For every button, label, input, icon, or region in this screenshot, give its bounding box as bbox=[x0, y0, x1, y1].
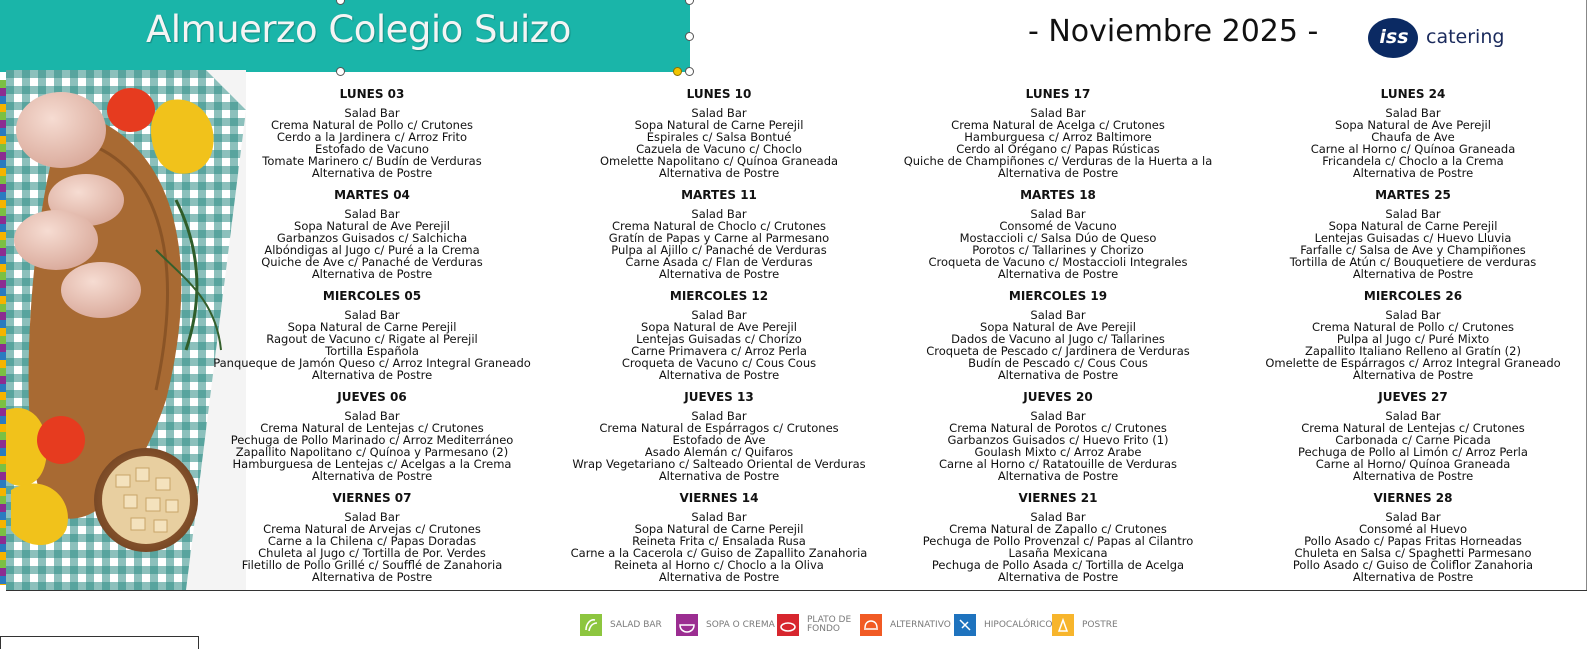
day-block bbox=[898, 188, 1218, 289]
menu-item: Sopa Natural de Carne Perejil bbox=[634, 117, 804, 132]
day-block bbox=[212, 188, 532, 289]
day-block bbox=[1253, 491, 1573, 592]
menu-item: Croqueta de Vacuno c/ Cous Cous bbox=[621, 355, 817, 370]
menu-item: Pechuga de Pollo Provenzal c/ Papas al Cilantro bbox=[922, 533, 1194, 548]
menu-item: Salad Bar bbox=[1385, 106, 1441, 120]
menu-item: Pollo Asado c/ Guiso de Coliflor Zanahoria bbox=[1292, 557, 1534, 572]
food-image bbox=[6, 70, 246, 590]
day-block bbox=[212, 289, 532, 390]
menu-item: Salad Bar bbox=[1030, 308, 1086, 322]
menu-item: Crema Natural de Lentejas c/ Crutones bbox=[1301, 420, 1525, 435]
menu-item: Alternativa de Postre bbox=[1352, 569, 1474, 584]
day-block bbox=[1253, 188, 1573, 289]
day-block bbox=[1253, 87, 1573, 188]
legend-main-dish bbox=[777, 612, 851, 638]
day-block bbox=[559, 491, 879, 592]
legend-label: SALAD BAR bbox=[610, 619, 662, 630]
menu-item: Garbanzos Guisados c/ Salchicha bbox=[276, 230, 468, 245]
scale-icon bbox=[954, 614, 976, 636]
menu-item: Goulash Mixto c/ Arroz Arabe bbox=[974, 444, 1142, 459]
menu-item: Zapallito Napolitano c/ Quínoa y Parmesano (2) bbox=[235, 444, 509, 459]
menu-item: Chuleta en Salsa c/ Spaghetti Parmesano bbox=[1294, 545, 1532, 560]
day-heading: LUNES 17 bbox=[1025, 87, 1091, 101]
menu-item: Wrap Vegetariano c/ Salteado Oriental de Verduras bbox=[572, 456, 866, 471]
menu-item: Crema Natural de Choclo c/ Crutones bbox=[612, 218, 826, 233]
menu-item: Salad Bar bbox=[1030, 106, 1086, 120]
menu-item: Lentejas Guisadas c/ Huevo Lluvia bbox=[1314, 230, 1512, 245]
menu-item: Cerdo a la Jardinera c/ Arroz Frito bbox=[276, 129, 468, 144]
menu-item: Croqueta de Vacuno c/ Mostaccioli Integrales bbox=[928, 254, 1188, 269]
sheet-tab-edge bbox=[0, 636, 199, 649]
menu-item: Carne al Horno c/ Ratatouille de Verduras bbox=[938, 456, 1177, 471]
day-block bbox=[1253, 289, 1573, 390]
main-dish-icon bbox=[777, 614, 799, 636]
menu-item: Alternativa de Postre bbox=[658, 266, 780, 281]
menu-item: Asado Alemán c/ Quifaros bbox=[644, 444, 794, 459]
menu-item: Salad Bar bbox=[691, 308, 747, 322]
menu-item: Chuleta al Jugo c/ Tortilla de Por. Verdes bbox=[258, 545, 486, 560]
menu-item: Quiche de Champiñones c/ Verduras de la Huerta a la bbox=[903, 153, 1213, 168]
menu-item: Porotos c/ Tallarines y Chorizo bbox=[972, 242, 1144, 257]
day-heading: VIERNES 14 bbox=[679, 491, 759, 505]
menu-item: Croqueta de Pescado c/ Jardinera de Verduras bbox=[926, 343, 1190, 358]
menu-item: Carbonada c/ Carne Picada bbox=[1335, 432, 1491, 447]
menu-item: Alternativa de Postre bbox=[1352, 367, 1474, 382]
menu-item: Consomé al Huevo bbox=[1358, 521, 1468, 536]
menu-item: Carne al Horno/ Quínoa Graneada bbox=[1315, 456, 1511, 471]
menu-item: Cerdo al Orégano c/ Papas Rústicas bbox=[956, 141, 1160, 156]
menu-item: Alternativa de Postre bbox=[311, 468, 433, 483]
menu-item: Hamburguesa c/ Arroz Baltimore bbox=[964, 129, 1152, 144]
menu-item: Gratín de Papas y Carne al Parmesano bbox=[608, 230, 830, 245]
day-block bbox=[559, 390, 879, 491]
menu-item: Pulpa al Jugo c/ Puré Mixto bbox=[1336, 331, 1490, 346]
day-heading: VIERNES 07 bbox=[332, 491, 412, 505]
menu-item: Sopa Natural de Carne Perejil bbox=[1328, 218, 1498, 233]
menu-item: Salad Bar bbox=[691, 207, 747, 221]
menu-item: Quiche de Ave c/ Panaché de Verduras bbox=[261, 254, 483, 269]
menu-item: Salad Bar bbox=[1385, 308, 1441, 322]
menu-item: Sopa Natural de Ave Perejil bbox=[980, 319, 1136, 334]
legend-label: ALTERNATIVO bbox=[890, 619, 951, 630]
legend-label: HIPOCALÓRICO bbox=[984, 619, 1053, 630]
day-heading: MIERCOLES 05 bbox=[322, 289, 422, 303]
menu-item: Salad Bar bbox=[1385, 510, 1441, 524]
day-block bbox=[559, 188, 879, 289]
day-heading: VIERNES 28 bbox=[1373, 491, 1453, 505]
menu-item: Crema Natural de Acelga c/ Crutones bbox=[951, 117, 1165, 132]
menu-item: Consomé de Vacuno bbox=[999, 218, 1117, 233]
menu-item: Salad Bar bbox=[691, 106, 747, 120]
menu-item: Salad Bar bbox=[1385, 409, 1441, 423]
menu-item: Pechuga de Pollo Asada c/ Tortilla de Acelga bbox=[931, 557, 1185, 572]
menu-item: Alternativa de Postre bbox=[1352, 468, 1474, 483]
menu-item: Alternativa de Postre bbox=[997, 569, 1119, 584]
day-heading: LUNES 03 bbox=[339, 87, 405, 101]
menu-item: Sopa Natural de Ave Perejil bbox=[1335, 117, 1491, 132]
resize-handle[interactable] bbox=[685, 0, 694, 5]
month-heading: - Noviembre 2025 - bbox=[1028, 14, 1319, 49]
menu-item: Crema Natural de Porotos c/ Crutones bbox=[949, 420, 1167, 435]
menu-item: Estofado de Vacuno bbox=[315, 141, 429, 156]
legend-salad-bar bbox=[580, 612, 662, 638]
menu-item: Filetillo de Pollo Grillé c/ Soufflé de Zanahoria bbox=[241, 557, 503, 572]
day-heading: JUEVES 06 bbox=[337, 390, 407, 404]
menu-item: Salad Bar bbox=[1030, 510, 1086, 524]
menu-item: Alternativa de Postre bbox=[311, 367, 433, 382]
menu-item: Carne a la Chilena c/ Papas Doradas bbox=[267, 533, 477, 548]
day-heading: JUEVES 27 bbox=[1378, 390, 1448, 404]
menu-item: Salad Bar bbox=[344, 106, 400, 120]
day-heading: MARTES 25 bbox=[1375, 188, 1451, 202]
menu-item: Albóndigas al Jugo c/ Puré a la Crema bbox=[264, 242, 480, 257]
menu-item: Estofado de Ave bbox=[672, 432, 766, 447]
legend-label: PLATO DE FONDO bbox=[807, 615, 852, 634]
menu-item: Sopa Natural de Carne Perejil bbox=[634, 521, 804, 536]
menu-item: Budín de Pescado c/ Cous Cous bbox=[968, 355, 1148, 370]
menu-item: Alternativa de Postre bbox=[997, 367, 1119, 382]
menu-item: Crema Natural de Arvejas c/ Crutones bbox=[263, 521, 481, 536]
day-heading: MIERCOLES 12 bbox=[669, 289, 769, 303]
menu-item: Salad Bar bbox=[344, 409, 400, 423]
dessert-icon bbox=[1052, 614, 1074, 636]
menu-item: Salad Bar bbox=[344, 510, 400, 524]
title-banner[interactable] bbox=[0, 0, 690, 72]
soup-icon bbox=[676, 614, 698, 636]
menu-item: Salad Bar bbox=[691, 409, 747, 423]
salad-icon bbox=[580, 614, 602, 636]
logo-iss-text: iss bbox=[1379, 26, 1409, 48]
menu-item: Ragout de Vacuno c/ Rigate al Perejil bbox=[266, 331, 478, 346]
menu-item: Mostaccioli c/ Salsa Dúo de Queso bbox=[959, 230, 1157, 245]
legend-alternative bbox=[860, 612, 951, 638]
menu-item: Salad Bar bbox=[1030, 409, 1086, 423]
day-heading: MIERCOLES 26 bbox=[1363, 289, 1463, 303]
resize-handle[interactable] bbox=[685, 32, 694, 41]
menu-item: Espirales c/ Salsa Bontué bbox=[646, 129, 792, 144]
menu-item: Alternativa de Postre bbox=[658, 468, 780, 483]
day-block bbox=[212, 390, 532, 491]
menu-item: Tomate Marinero c/ Budín de Verduras bbox=[262, 153, 482, 168]
menu-item: Dados de Vacuno al Jugo c/ Tallarines bbox=[951, 331, 1165, 346]
resize-handle[interactable] bbox=[336, 67, 345, 76]
menu-item: Panqueque de Jamón Queso c/ Arroz Integral Graneado bbox=[213, 355, 531, 370]
menu-item: Garbanzos Guisados c/ Huevo Frito (1) bbox=[947, 432, 1169, 447]
legend-soup bbox=[676, 612, 775, 638]
menu-item: Reineta Frita c/ Ensalada Rusa bbox=[632, 533, 806, 548]
legend-label: SOPA O CREMA bbox=[706, 619, 775, 630]
menu-item: Carne a la Cacerola c/ Guiso de Zapallito Zanahoria bbox=[570, 545, 868, 560]
day-heading: MARTES 11 bbox=[681, 188, 757, 202]
menu-item: Alternativa de Postre bbox=[311, 266, 433, 281]
menu-item: Salad Bar bbox=[344, 207, 400, 221]
menu-item: Omelette de Espárragos c/ Arroz Integral Graneado bbox=[1265, 355, 1561, 370]
menu-item: Alternativa de Postre bbox=[997, 266, 1119, 281]
menu-item: Alternativa de Postre bbox=[997, 165, 1119, 180]
menu-item: Omelette Napolitano c/ Quínoa Graneada bbox=[599, 153, 839, 168]
menu-item: Salad Bar bbox=[344, 308, 400, 322]
menu-item: Sopa Natural de Ave Perejil bbox=[294, 218, 450, 233]
day-block bbox=[212, 491, 532, 592]
week-column-4 bbox=[1253, 87, 1573, 592]
menu-item: Sopa Natural de Ave Perejil bbox=[641, 319, 797, 334]
menu-item: Alternativa de Postre bbox=[311, 569, 433, 584]
day-heading: VIERNES 21 bbox=[1018, 491, 1098, 505]
menu-item: Alternativa de Postre bbox=[1352, 266, 1474, 281]
legend-low-calorie bbox=[954, 612, 1052, 638]
resize-handle[interactable] bbox=[685, 67, 694, 76]
menu-item: Crema Natural de Lentejas c/ Crutones bbox=[260, 420, 484, 435]
day-block bbox=[898, 390, 1218, 491]
day-heading: JUEVES 20 bbox=[1023, 390, 1093, 404]
menu-item: Crema Natural de Pollo c/ Crutones bbox=[270, 117, 474, 132]
menu-item: Salad Bar bbox=[691, 510, 747, 524]
menu-item: Carne Primavera c/ Arroz Perla bbox=[631, 343, 807, 358]
menu-item: Crema Natural de Espárragos c/ Crutones bbox=[599, 420, 839, 435]
day-block bbox=[898, 87, 1218, 188]
food-illustration bbox=[6, 70, 246, 590]
menu-item: Crema Natural de Zapallo c/ Crutones bbox=[949, 521, 1167, 536]
legend-label: POSTRE bbox=[1082, 619, 1118, 630]
menu-item: Salad Bar bbox=[1030, 207, 1086, 221]
week-column-1 bbox=[212, 87, 532, 592]
menu-item: Alternativa de Postre bbox=[658, 367, 780, 382]
day-block bbox=[1253, 390, 1573, 491]
menu-item: Lentejas Guisadas c/ Chorizo bbox=[636, 331, 802, 346]
day-block bbox=[898, 491, 1218, 592]
day-heading: MARTES 18 bbox=[1020, 188, 1096, 202]
logo-catering-text: catering bbox=[1426, 26, 1505, 48]
day-heading: MIERCOLES 19 bbox=[1008, 289, 1108, 303]
menu-item: Hamburguesa de Lentejas c/ Acelgas a la Crema bbox=[232, 456, 512, 471]
week-column-3 bbox=[898, 87, 1218, 592]
legend-dessert bbox=[1052, 612, 1118, 638]
day-heading: MARTES 04 bbox=[334, 188, 410, 202]
menu-item: Pechuga de Pollo al Limón c/ Arroz Perla bbox=[1298, 444, 1528, 459]
menu-item: Pulpa al Ajillo c/ Panaché de Verduras bbox=[611, 242, 827, 257]
page-title: Almuerzo Colegio Suizo bbox=[146, 8, 571, 51]
menu-item: Pechuga de Pollo Marinado c/ Arroz Mediterráneo bbox=[230, 432, 514, 447]
day-block bbox=[898, 289, 1218, 390]
menu-item: Reineta al Horno c/ Choclo a la Oliva bbox=[614, 557, 824, 572]
menu-item: Alternativa de Postre bbox=[997, 468, 1119, 483]
menu-item: Farfalle c/ Salsa de Ave y Champiñones bbox=[1300, 242, 1526, 257]
day-heading: LUNES 10 bbox=[686, 87, 752, 101]
adjust-handle[interactable] bbox=[673, 67, 682, 76]
menu-item: Lasaña Mexicana bbox=[1008, 545, 1108, 560]
menu-item: Sopa Natural de Carne Perejil bbox=[287, 319, 457, 334]
menu-item: Fricandela c/ Choclo a la Crema bbox=[1322, 153, 1504, 168]
menu-item: Salad Bar bbox=[1385, 207, 1441, 221]
menu-item: Tortilla de Atún c/ Bouquetiere de verduras bbox=[1289, 254, 1537, 269]
menu-item: Crema Natural de Pollo c/ Crutones bbox=[1311, 319, 1515, 334]
cloche-icon bbox=[860, 614, 882, 636]
menu-item: Carne al Horno c/ Quínoa Graneada bbox=[1310, 141, 1516, 156]
day-heading: LUNES 24 bbox=[1380, 87, 1446, 101]
menu-item: Alternativa de Postre bbox=[1352, 165, 1474, 180]
menu-item: Carne Asada c/ Flan de Verduras bbox=[625, 254, 813, 269]
day-heading: JUEVES 13 bbox=[684, 390, 754, 404]
menu-item: Chaufa de Ave bbox=[1371, 129, 1455, 144]
week-column-2 bbox=[559, 87, 879, 592]
menu-item: Pollo Asado c/ Papas Fritas Horneadas bbox=[1304, 533, 1522, 548]
menu-item: Alternativa de Postre bbox=[311, 165, 433, 180]
menu-item: Zapallito Italiano Relleno al Gratín (2) bbox=[1305, 343, 1521, 358]
day-block bbox=[212, 87, 532, 188]
menu-item: Tortilla Española bbox=[325, 343, 419, 358]
menu-item: Alternativa de Postre bbox=[658, 165, 780, 180]
day-block bbox=[559, 289, 879, 390]
footer-divider bbox=[6, 590, 1587, 591]
menu-item: Cazuela de Vacuno c/ Choclo bbox=[636, 141, 802, 156]
day-block bbox=[559, 87, 879, 188]
menu-item: Alternativa de Postre bbox=[658, 569, 780, 584]
